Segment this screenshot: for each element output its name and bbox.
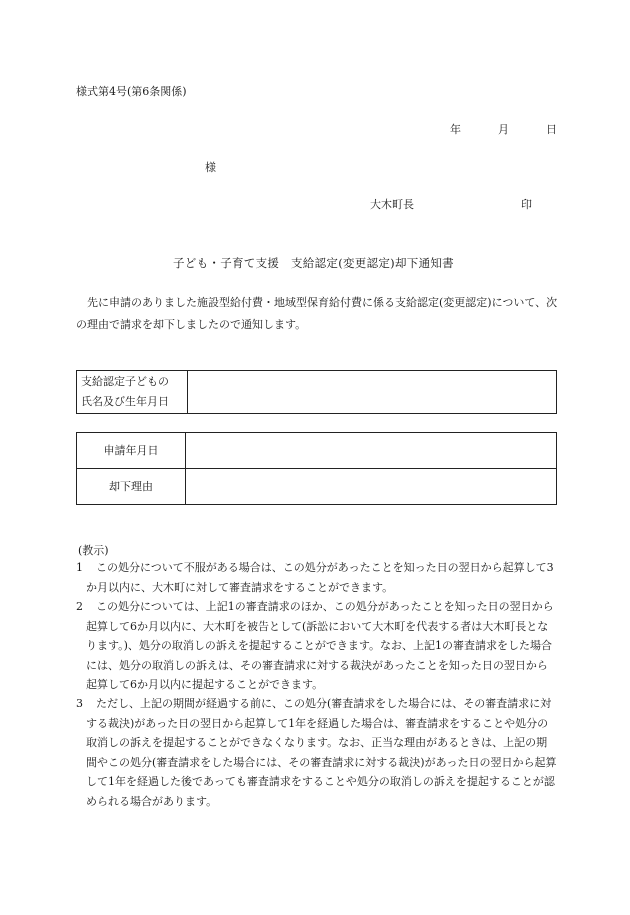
instructions-heading: (教示) <box>78 544 109 557</box>
date-month-label: 月 <box>498 123 509 136</box>
table-row <box>77 469 557 505</box>
application-date-label: 申請年月日 <box>77 433 186 469</box>
seal-mark: 印 <box>521 198 532 211</box>
instruction-number: 1 <box>76 561 83 574</box>
intro-text: 先に申請のありました施設型給付費・地域型保育給付費に係る支給認定(変更認定)について、次の理由で請求を却下しましたので通知します。 <box>76 296 558 331</box>
issuer-title: 大木町長 <box>370 198 414 211</box>
instruction-item <box>76 558 558 597</box>
child-info-value <box>188 371 557 414</box>
date-line <box>0 124 630 138</box>
instruction-text: この処分について不服がある場合は、この処分があったことを知った日の翌日から起算して3か月以内に、大木町に対して審査請求をすることができます。 <box>86 561 554 594</box>
rejection-reason-value <box>186 469 557 505</box>
instruction-text: この処分については、上記1の審査請求のほか、この処分があったことを知った日の翌日から起算して6か月以内に、大木町を被告として(訴訟において大木町を代表する者は大木町長となります。)、処分の取消しの訴えを提起することができます。なお、上記1の審査請求をした場合には、処分の取消しの訴えは、その審査請求に対する裁決があったことを知った日の翌日から起算して6か月以内に提起することができます。 <box>86 600 554 691</box>
instruction-number: 2 <box>76 600 83 613</box>
document-title: 子ども・子育て支援 支給認定(変更認定)却下通知書 <box>173 256 454 270</box>
instruction-text: ただし、上記の期間が経過する前に、この処分(審査請求をした場合には、その審査請求に対する裁決)があった日の翌日から起算して1年を経過した場合は、審査請求をすることや処分の取消しの訴えを提起することができなくなります。なお、正当な理由があるときは、上記の期間やこの処分(審査請求をした場合には、その審査請求に対する裁決)があった日の翌日から起算して1年を経過した後であっても審査請求をすることや処分の取消しの訴えを提起することが認められる場合があります。 <box>86 697 557 808</box>
application-date-value <box>186 433 557 469</box>
instruction-item <box>76 597 558 695</box>
child-info-table <box>76 370 557 414</box>
child-info-label <box>77 371 188 414</box>
application-table <box>76 432 557 505</box>
rejection-reason-label: 却下理由 <box>77 469 186 505</box>
table-row <box>77 371 557 414</box>
table-row <box>77 433 557 469</box>
instruction-number: 3 <box>76 697 83 710</box>
child-info-label-line1: 支給認定子どもの <box>81 375 169 388</box>
date-year-label: 年 <box>450 123 461 136</box>
child-info-label-line2: 氏名及び生年月日 <box>81 395 169 408</box>
form-number: 様式第4号(第6条関係) <box>76 85 187 98</box>
addressee-suffix: 様 <box>205 161 216 174</box>
date-day-label: 日 <box>546 123 557 136</box>
instruction-item <box>76 694 558 811</box>
